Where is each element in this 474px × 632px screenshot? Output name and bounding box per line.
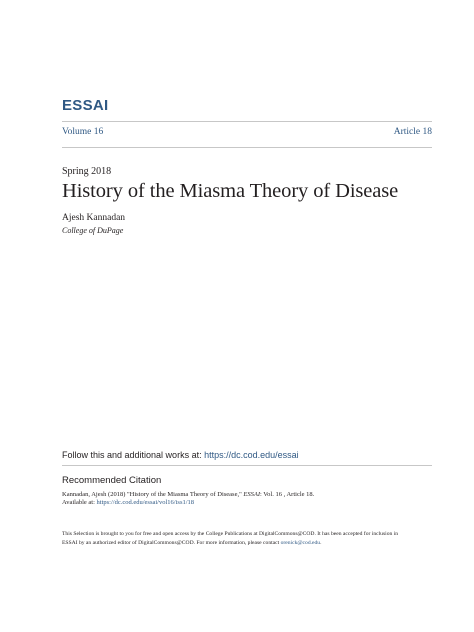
follow-label: Follow this and additional works at: [62,450,205,460]
access-notice-line-2 [62,539,434,548]
header-top-divider [62,121,432,122]
follow-divider [62,465,432,466]
contact-email-link[interactable]: orenick@cod.edu [280,540,321,546]
journal-title: ESSAI [62,97,109,114]
access-notice-line-1: This Selection is brought to you for free and open access by the College Publications at DigitalCommons@COD. It has been accepted for inclusion in [62,531,399,537]
citation-heading: Recommended Citation [62,475,162,486]
access-notice-line-2-suffix: . [320,540,322,546]
publication-season: Spring 2018 [62,166,112,177]
follow-line [62,450,299,460]
citation-text-suffix: : Vol. 16 , Article 18. [259,491,315,498]
author-affiliation: College of DuPage [62,226,124,235]
access-notice [62,530,434,548]
follow-link[interactable]: https://dc.cod.edu/essai [204,450,299,460]
availability-link[interactable]: https://dc.cod.edu/essai/vol16/iss1/18 [96,499,195,506]
article-number-link[interactable]: Article 18 [393,127,432,137]
access-notice-line-2-prefix: ESSAI by an authorized editor of DigitalCommons@COD. For more information, please contact [62,540,281,546]
citation-text [62,491,314,498]
author-name: Ajesh Kannadan [62,213,126,223]
volume-link[interactable]: Volume 16 [62,127,104,137]
citation-journal: ESSAI [243,491,260,498]
citation-text-prefix: Kannadan, Ajesh (2018) "History of the Miasma Theory of Disease," [62,491,244,498]
citation-availability [62,499,194,506]
availability-label: Available at: [62,499,97,506]
article-title: History of the Miasma Theory of Disease [62,180,399,202]
header-bottom-divider [62,147,432,148]
